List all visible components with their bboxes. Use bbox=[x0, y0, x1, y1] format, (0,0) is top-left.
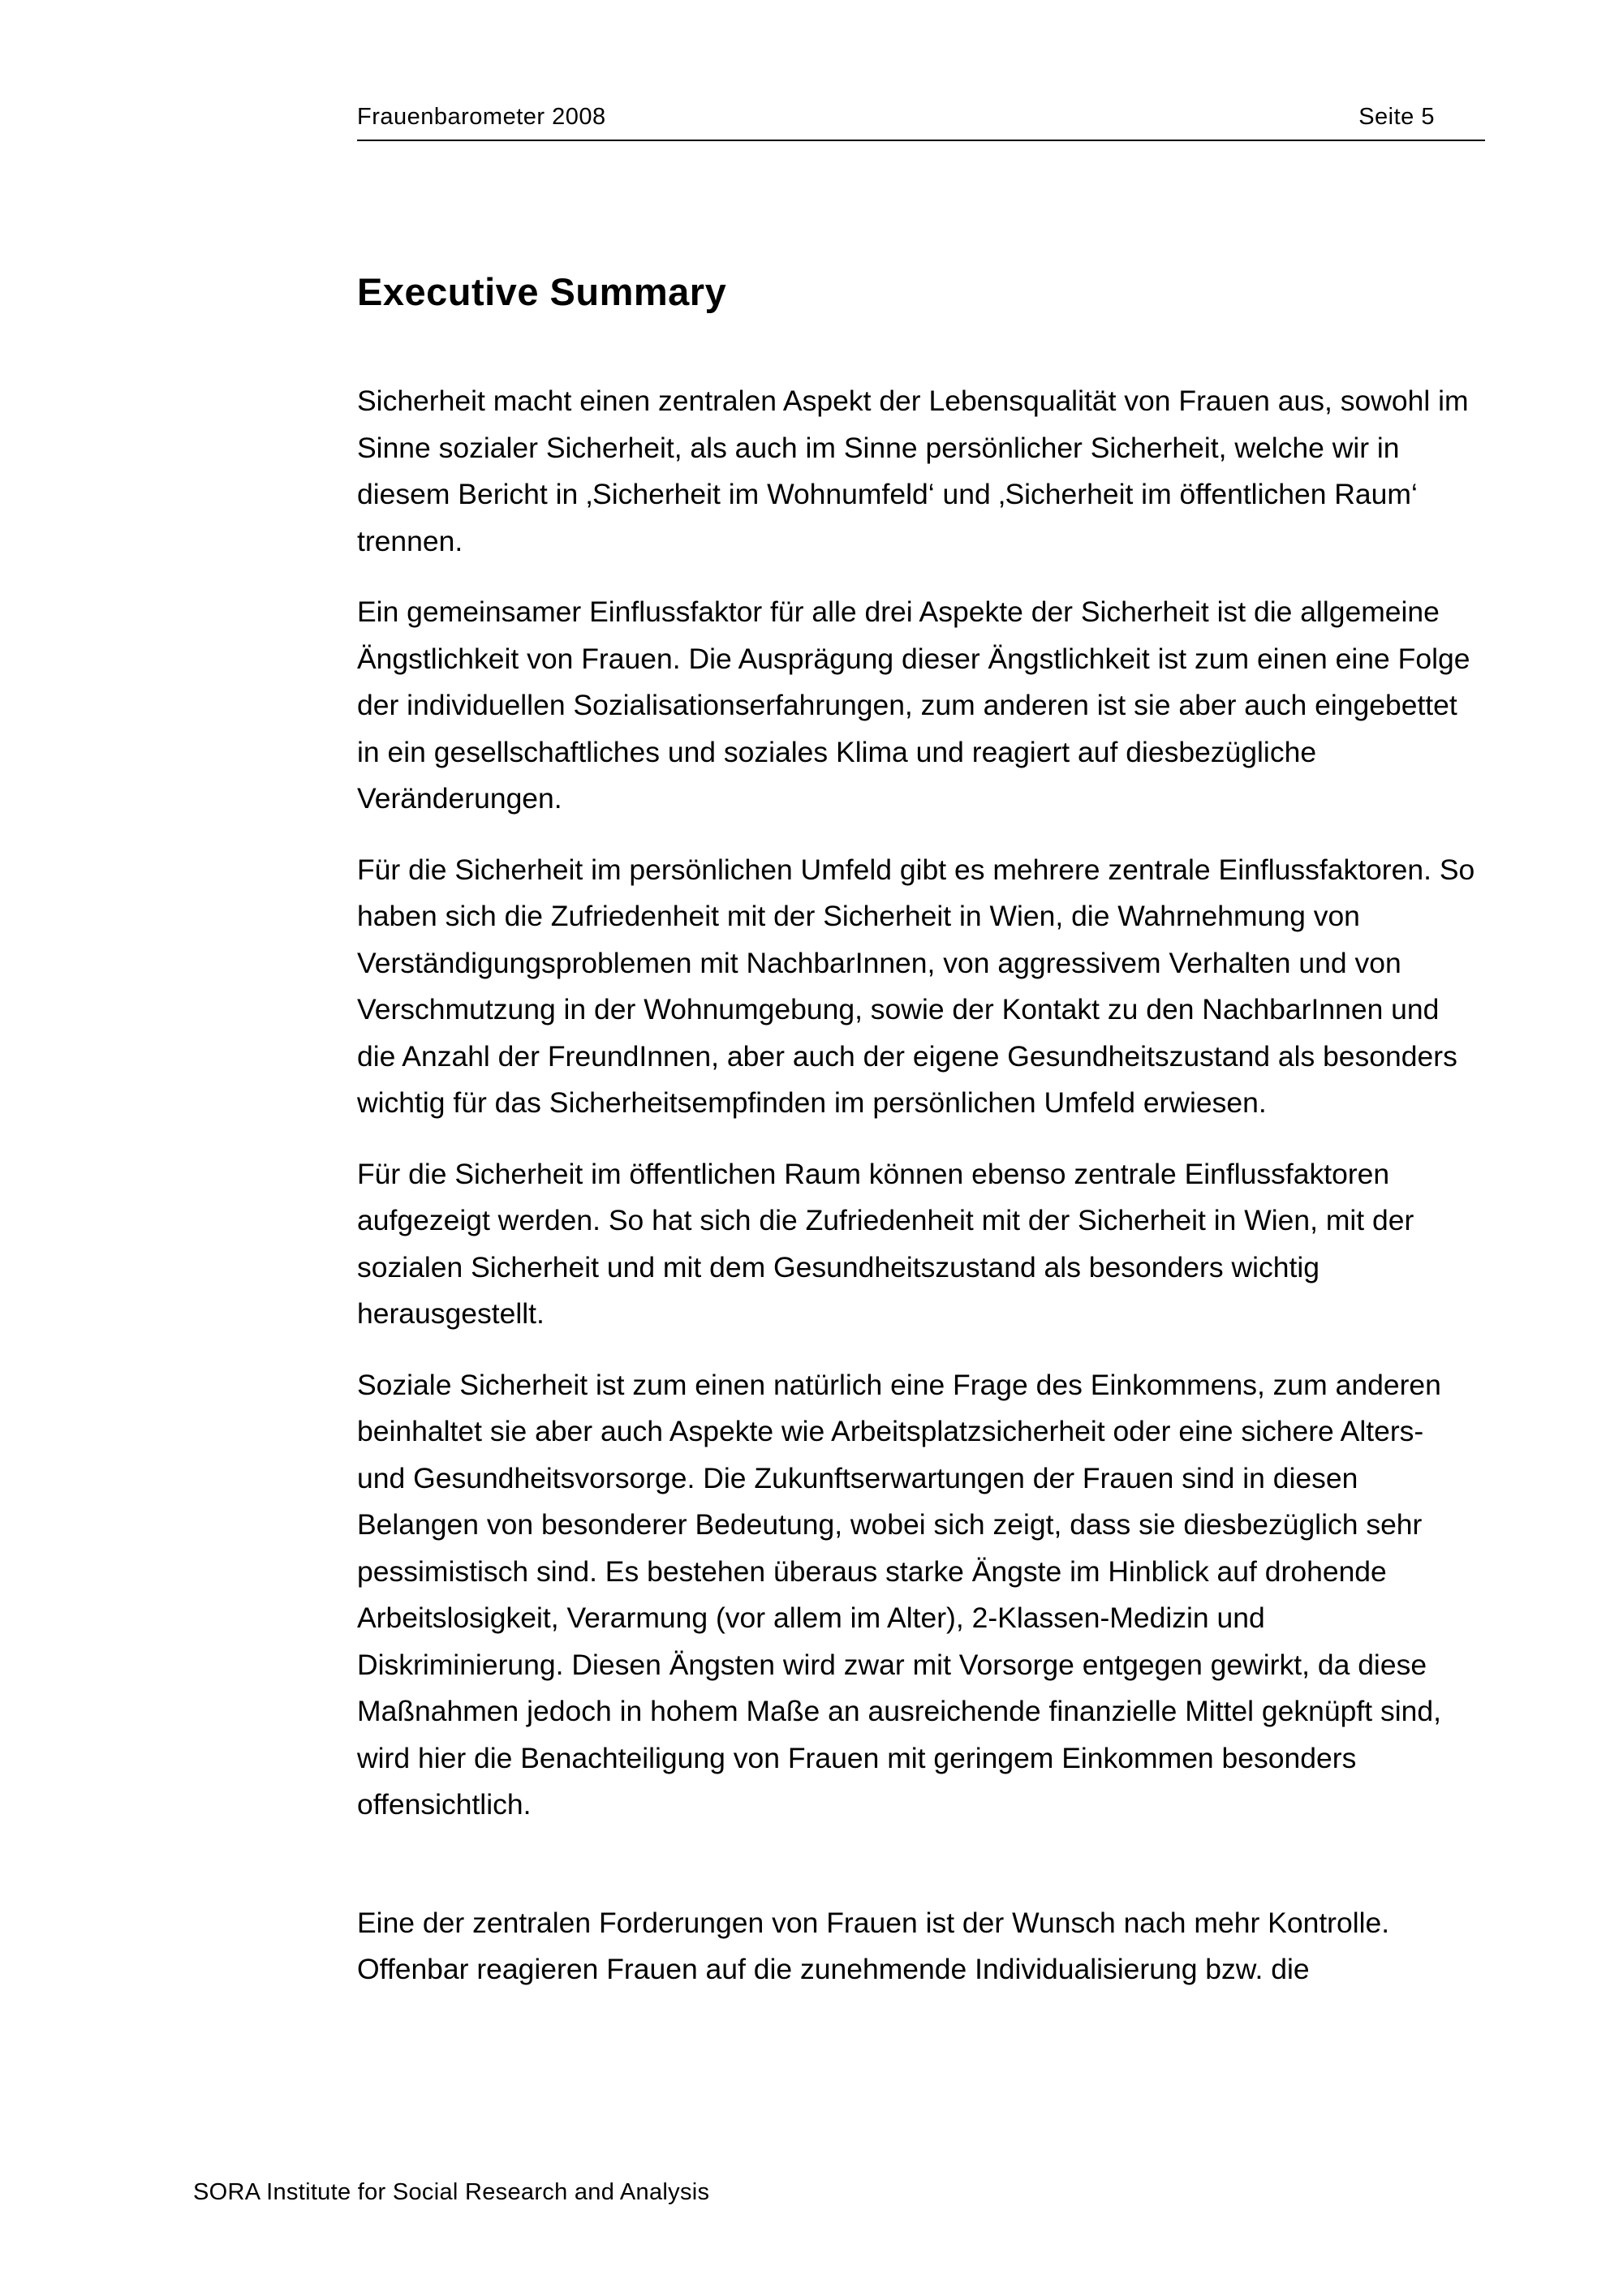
paragraph-6: Eine der zentralen Forderungen von Frauen ist der Wunsch nach mehr Kontrolle. Offenbar reagieren Frauen auf die zunehmende Individualisierung bzw. die bbox=[357, 1906, 1390, 1985]
paragraph-4: Für die Sicherheit im öffentlichen Raum können ebenso zentrale Einflussfaktoren aufgezeigt werden. So hat sich die Zufriedenheit mit der Sicherheit in Wien, mit der sozialen Sicherheit und mit dem Gesundheitszustand als besonders wichtig herausgestellt. bbox=[357, 1157, 1414, 1330]
paragraph-3: Für die Sicherheit im persönlichen Umfeld gibt es mehrere zentrale Einflussfaktoren. So haben sich die Zufriedenheit mit der Sicherheit in Wien, die Wahrnehmung von Verständigungsproblemen mit NachbarInnen, von aggressivem Verhalten und von Verschmutzung in der Wohnumgebung, sowie der Kontakt zu den NachbarInnen und die Anzahl der FreundInnen, aber auch der eigene Gesundheitszustand als besonders wichtig für das Sicherheitsempfinden im persönlichen Umfeld erwiesen. bbox=[357, 853, 1475, 1119]
section-title: Executive Summary bbox=[357, 270, 727, 313]
paragraph-5: Soziale Sicherheit ist zum einen natürlich eine Frage des Einkommens, zum anderen beinhaltet sie aber auch Aspekte wie Arbeitsplatzsicherheit oder eine sichere Alters- und Gesundheitsvorsorge. Die Zukunftserwartungen der Frauen sind in diesen Belangen von besonderer Bedeutung, wobei sich zeigt, dass sie diesbezüglich sehr pessimistisch sind. Es bestehen überaus starke Ängste im Hinblick auf drohende Arbeitslosigkeit, Verarmung (vor allem im Alter), 2-Klassen-Medizin und Diskriminierung. Diesen Ängsten wird zwar mit Vorsorge entgegen gewirkt, da diese Maßnahmen jedoch in hohem Maße an ausreichende finanzielle Mittel geknüpft sind, wird hier die Benachteiligung von Frauen mit geringem Einkommen besonders offensichtlich. bbox=[357, 1368, 1441, 1821]
page-footer: SORA Institute for Social Research and Analysis bbox=[193, 2179, 710, 2205]
paragraph-2: Ein gemeinsamer Einflussfaktor für alle drei Aspekte der Sicherheit ist die allgemeine Ängstlichkeit von Frauen. Die Ausprägung dieser Ängstlichkeit ist zum einen eine Folge der individuellen Sozialisationserfahrungen, zum anderen ist sie aber auch eingebettet in ein gesellschaftliches und soziales Klima und reagiert auf diesbezügliche Veränderungen. bbox=[357, 595, 1470, 815]
page-header bbox=[357, 102, 1485, 141]
body-text bbox=[357, 378, 1477, 2018]
header-document-title: Frauenbarometer 2008 bbox=[357, 104, 606, 130]
header-page-number: Seite 5 bbox=[1358, 104, 1435, 130]
paragraph-1: Sicherheit macht einen zentralen Aspekt der Lebensqualität von Frauen aus, sowohl im Sinne sozialer Sicherheit, als auch im Sinne persönlicher Sicherheit, welche wir in diesem Bericht in ‚Sicherheit im Wohnumfeld‘ und ‚Sicherheit im öffentlichen Raum‘ trennen. bbox=[357, 385, 1469, 557]
